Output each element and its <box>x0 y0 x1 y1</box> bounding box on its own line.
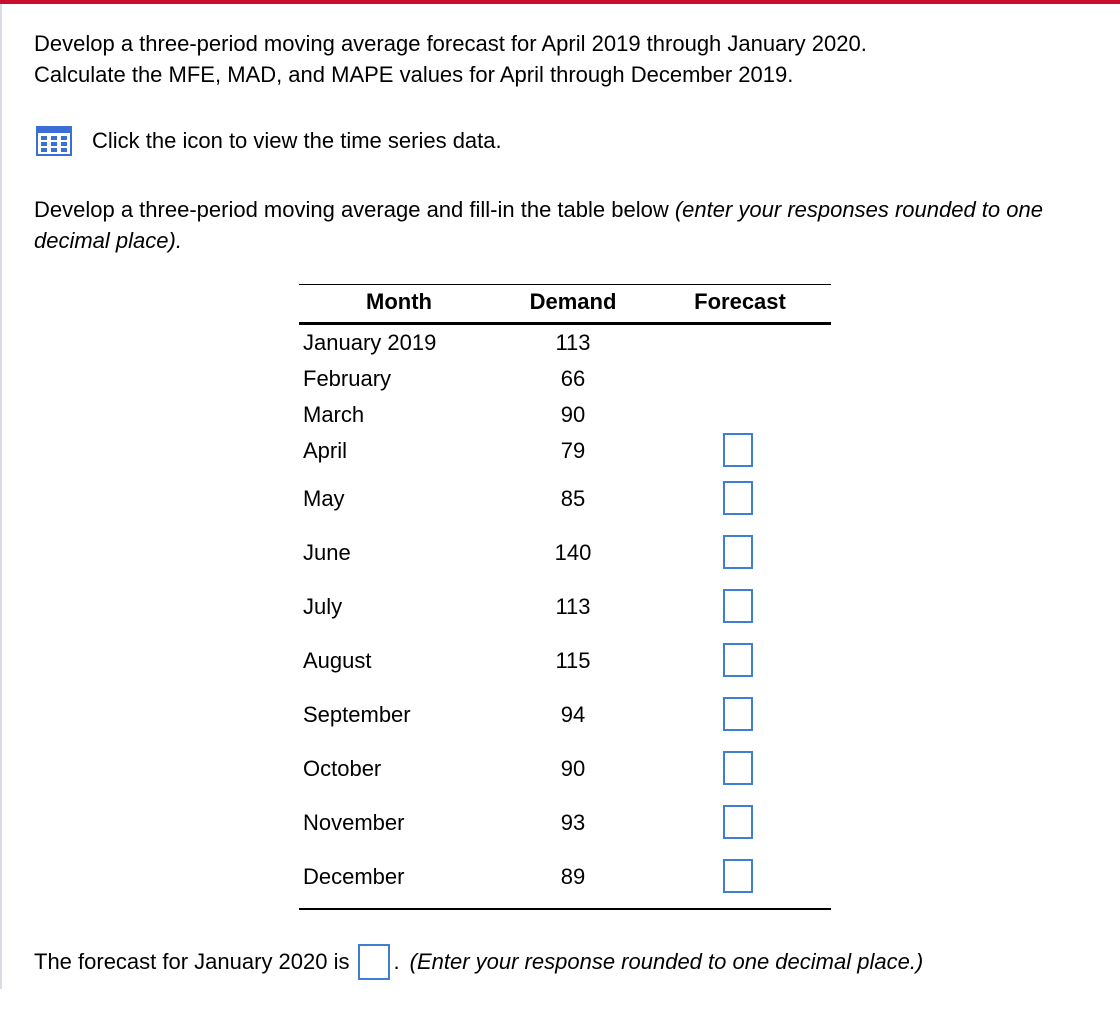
demand-cell: 90 <box>560 402 586 427</box>
month-cell: December <box>303 864 405 889</box>
month-cell: June <box>303 540 351 565</box>
forecast-input[interactable] <box>723 433 753 467</box>
month-cell: January 2019 <box>303 330 437 355</box>
demand-cell: 66 <box>560 366 586 391</box>
month-cell: November <box>303 810 405 835</box>
footer-prefix: The forecast for January 2020 is <box>34 949 350 974</box>
table-row <box>299 397 831 433</box>
instruction-text: Develop a three-period moving average and fill-in the table below <box>34 197 669 222</box>
data-link-text[interactable]: Click the icon to view the time series data. <box>92 128 502 153</box>
forecast-input[interactable] <box>723 751 753 785</box>
left-border <box>0 4 2 989</box>
forecast-input[interactable] <box>723 481 753 515</box>
table-row <box>299 751 831 787</box>
demand-cell: 90 <box>560 756 586 781</box>
instruction-italic: (enter your responses rounded to one decimal place). <box>34 197 1043 253</box>
header-month: Month <box>366 289 432 314</box>
demand-cell: 79 <box>560 438 586 463</box>
header-demand: Demand <box>529 289 617 314</box>
table-row <box>299 697 831 733</box>
demand-cell: 94 <box>560 702 586 727</box>
forecast-input[interactable] <box>723 697 753 731</box>
demand-cell: 89 <box>560 864 586 889</box>
forecast-input[interactable] <box>723 805 753 839</box>
table-row <box>299 361 831 397</box>
table-row <box>299 805 831 841</box>
demand-cell: 113 <box>555 594 591 619</box>
month-cell: September <box>303 702 411 727</box>
january-2020-forecast-input[interactable] <box>358 944 390 980</box>
footer-note: (Enter your response rounded to one decimal place.) <box>409 949 924 974</box>
table-row <box>299 325 831 361</box>
header-forecast: Forecast <box>694 289 786 314</box>
table-instruction <box>34 194 1094 256</box>
prompt-line-1: Develop a three-period moving average forecast for April 2019 through January 2020. <box>34 31 867 56</box>
demand-cell: 93 <box>560 810 586 835</box>
top-accent-bar <box>0 0 1120 4</box>
question-prompt <box>34 28 867 90</box>
demand-cell: 115 <box>555 648 591 673</box>
grid-icon[interactable] <box>36 126 72 156</box>
table-row <box>299 589 831 625</box>
month-cell: April <box>303 438 348 463</box>
demand-cell: 113 <box>555 330 591 355</box>
table-bottom-rule <box>299 908 831 910</box>
time-series-data-link[interactable] <box>36 126 502 156</box>
forecast-input[interactable] <box>723 589 753 623</box>
month-cell: May <box>303 486 345 511</box>
forecast-input[interactable] <box>723 643 753 677</box>
table-row <box>299 481 831 517</box>
january-forecast-question <box>34 944 923 980</box>
table-row <box>299 535 831 571</box>
table-top-rule <box>299 284 831 285</box>
table-row <box>299 859 831 895</box>
demand-cell: 85 <box>560 486 586 511</box>
prompt-line-2: Calculate the MFE, MAD, and MAPE values for April through December 2019. <box>34 62 794 87</box>
month-cell: August <box>303 648 372 673</box>
demand-cell: 140 <box>554 540 592 565</box>
month-cell: October <box>303 756 382 781</box>
footer-period: . <box>393 949 400 974</box>
table-row <box>299 643 831 679</box>
forecast-input[interactable] <box>723 535 753 569</box>
month-cell: March <box>303 402 365 427</box>
month-cell: February <box>303 366 392 391</box>
month-cell: July <box>303 594 343 619</box>
table-row <box>299 433 831 469</box>
forecast-input[interactable] <box>723 859 753 893</box>
